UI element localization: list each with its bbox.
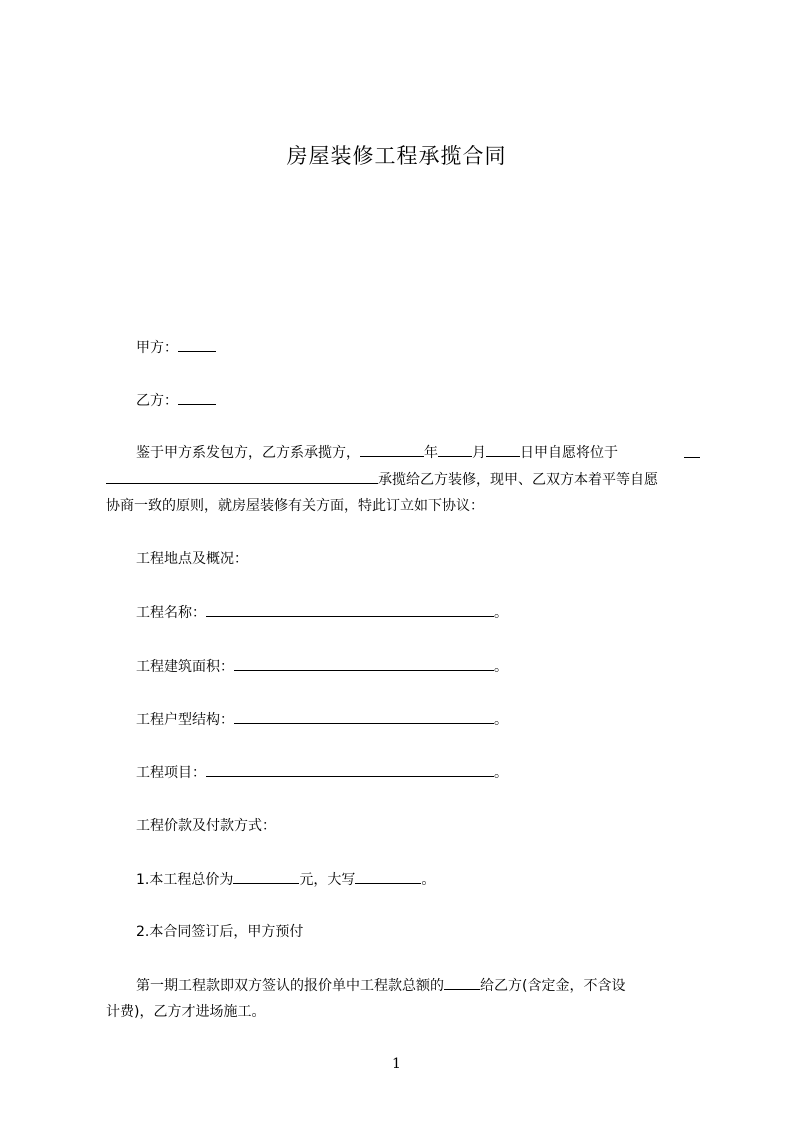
intro-line-2	[106, 469, 702, 490]
section-1-heading: 工程地点及概况：	[136, 551, 248, 567]
party-b-label: 乙方：	[136, 393, 178, 409]
building-area-blank	[234, 656, 494, 671]
period: 。	[421, 872, 436, 888]
party-a-label: 甲方：	[136, 340, 178, 356]
intro-text-2: 承揽给乙方装修，现甲、乙双方本着平等自愿	[378, 472, 658, 488]
unit-structure-label: 工程户型结构：	[136, 712, 234, 728]
total-price-label: 1.本工程总价为	[136, 872, 234, 888]
project-name-label: 工程名称：	[136, 605, 206, 621]
building-area-label: 工程建筑面积：	[136, 659, 234, 675]
project-items-blank	[206, 762, 494, 777]
month-label: 月	[472, 445, 486, 461]
intro-text-1: 鉴于甲方系发包方，乙方系承揽方，	[136, 445, 360, 461]
day-blank	[486, 442, 520, 457]
field-project-name	[136, 602, 508, 623]
party-b-blank	[178, 390, 216, 405]
party-a-blank	[178, 337, 216, 352]
payment-text-1b: 给乙方(含定金，不含设	[480, 978, 626, 994]
period: 。	[494, 712, 508, 728]
project-name-blank	[206, 602, 494, 617]
page-number: 1	[392, 1056, 401, 1072]
period: 。	[494, 765, 508, 781]
year-label: 年	[424, 445, 438, 461]
party-b-line	[136, 390, 216, 411]
location-blank-start	[684, 443, 700, 458]
project-items-label: 工程项目：	[136, 765, 206, 781]
location-blank	[106, 469, 378, 484]
unit-structure-blank	[234, 709, 494, 724]
total-price-blank	[233, 869, 299, 884]
field-building-area	[136, 656, 508, 677]
field-unit-structure	[136, 709, 508, 730]
uppercase-amount-blank	[355, 869, 421, 884]
month-blank	[438, 442, 472, 457]
period: 。	[494, 605, 508, 621]
payment-text-1: 第一期工程款即双方签认的报价单中工程款总额的	[136, 978, 444, 994]
item-1-line	[136, 869, 435, 890]
period: 。	[494, 659, 508, 675]
document-title: 房屋装修工程承揽合同	[286, 144, 507, 168]
item-2-line: 2.本合同签订后，甲方预付	[136, 924, 304, 940]
field-project-items	[136, 762, 508, 783]
payment-percent-blank	[444, 975, 480, 990]
party-a-line	[136, 337, 216, 358]
day-text: 日甲自愿将位于	[520, 445, 618, 461]
section-2-heading: 工程价款及付款方式：	[136, 818, 276, 834]
payment-line-1	[106, 975, 702, 996]
yuan-label: 元，大写	[299, 872, 356, 888]
intro-line-1	[136, 442, 618, 463]
intro-line-3: 协商一致的原则，就房屋装修有关方面，特此订立如下协议：	[106, 498, 484, 514]
year-blank	[360, 442, 424, 457]
payment-line-2: 计费)，乙方才进场施工。	[106, 1004, 266, 1020]
